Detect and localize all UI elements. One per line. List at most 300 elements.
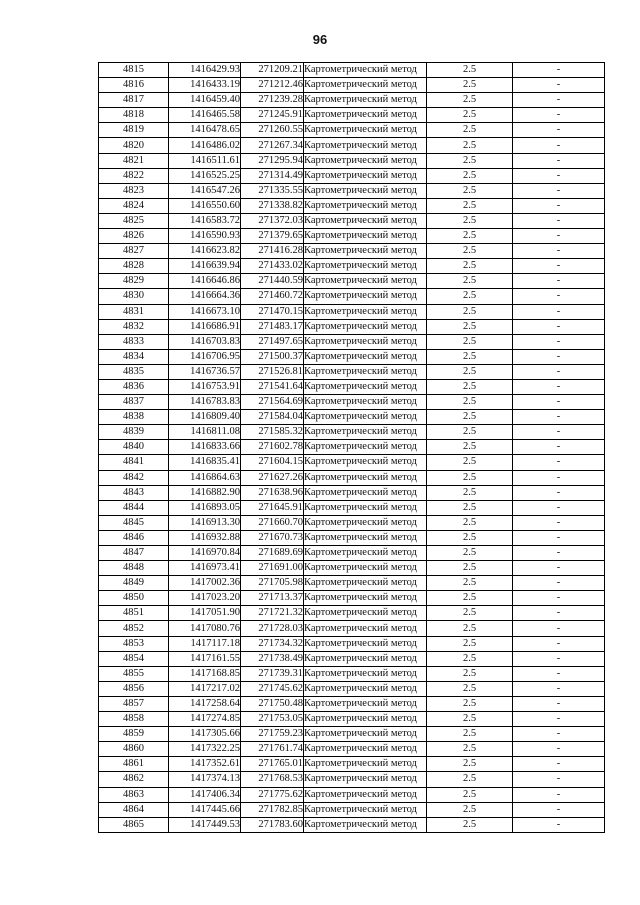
- accuracy-cell: 2.5: [427, 259, 513, 274]
- accuracy-cell: 2.5: [427, 681, 513, 696]
- accuracy-cell: 2.5: [427, 591, 513, 606]
- note-cell: -: [513, 530, 605, 545]
- note-cell: -: [513, 244, 605, 259]
- x-coordinate-cell: 1417051.90: [169, 606, 241, 621]
- method-cell: Картометрический метод: [304, 138, 427, 153]
- table-row: [99, 319, 605, 334]
- point-number-cell: 4850: [99, 591, 169, 606]
- point-number-cell: 4836: [99, 379, 169, 394]
- x-coordinate-cell: 1416590.93: [169, 229, 241, 244]
- method-cell: Картометрический метод: [304, 319, 427, 334]
- note-cell: -: [513, 63, 605, 78]
- method-cell: Картометрический метод: [304, 168, 427, 183]
- accuracy-cell: 2.5: [427, 153, 513, 168]
- method-cell: Картометрический метод: [304, 259, 427, 274]
- point-number-cell: 4862: [99, 772, 169, 787]
- accuracy-cell: 2.5: [427, 742, 513, 757]
- accuracy-cell: 2.5: [427, 455, 513, 470]
- accuracy-cell: 2.5: [427, 229, 513, 244]
- point-number-cell: 4863: [99, 787, 169, 802]
- y-coordinate-cell: 271713.37: [241, 591, 304, 606]
- table-row: [99, 93, 605, 108]
- method-cell: Картометрический метод: [304, 561, 427, 576]
- point-number-cell: 4839: [99, 425, 169, 440]
- method-cell: Картометрический метод: [304, 576, 427, 591]
- accuracy-cell: 2.5: [427, 304, 513, 319]
- method-cell: Картометрический метод: [304, 440, 427, 455]
- x-coordinate-cell: 1416893.05: [169, 500, 241, 515]
- accuracy-cell: 2.5: [427, 274, 513, 289]
- method-cell: Картометрический метод: [304, 213, 427, 228]
- accuracy-cell: 2.5: [427, 319, 513, 334]
- note-cell: -: [513, 93, 605, 108]
- accuracy-cell: 2.5: [427, 606, 513, 621]
- accuracy-cell: 2.5: [427, 395, 513, 410]
- table-row: [99, 515, 605, 530]
- table-row: [99, 696, 605, 711]
- method-cell: Картометрический метод: [304, 712, 427, 727]
- x-coordinate-cell: 1416465.58: [169, 108, 241, 123]
- note-cell: -: [513, 787, 605, 802]
- method-cell: Картометрический метод: [304, 727, 427, 742]
- y-coordinate-cell: 271745.62: [241, 681, 304, 696]
- note-cell: -: [513, 576, 605, 591]
- note-cell: -: [513, 349, 605, 364]
- y-coordinate-cell: 271541.64: [241, 379, 304, 394]
- point-number-cell: 4854: [99, 651, 169, 666]
- method-cell: Картометрический метод: [304, 817, 427, 832]
- method-cell: Картометрический метод: [304, 742, 427, 757]
- table-row: [99, 455, 605, 470]
- point-number-cell: 4858: [99, 712, 169, 727]
- method-cell: Картометрический метод: [304, 787, 427, 802]
- method-cell: Картометрический метод: [304, 274, 427, 289]
- table-row: [99, 183, 605, 198]
- x-coordinate-cell: 1417305.66: [169, 727, 241, 742]
- table-row: [99, 153, 605, 168]
- accuracy-cell: 2.5: [427, 515, 513, 530]
- y-coordinate-cell: 271660.70: [241, 515, 304, 530]
- table-row: [99, 334, 605, 349]
- note-cell: -: [513, 727, 605, 742]
- x-coordinate-cell: 1416973.41: [169, 561, 241, 576]
- table-row: [99, 229, 605, 244]
- table-row: [99, 410, 605, 425]
- x-coordinate-cell: 1416809.40: [169, 410, 241, 425]
- x-coordinate-cell: 1416783.83: [169, 395, 241, 410]
- x-coordinate-cell: 1417161.55: [169, 651, 241, 666]
- note-cell: -: [513, 712, 605, 727]
- y-coordinate-cell: 271734.32: [241, 636, 304, 651]
- note-cell: -: [513, 334, 605, 349]
- point-number-cell: 4841: [99, 455, 169, 470]
- y-coordinate-cell: 271314.49: [241, 168, 304, 183]
- accuracy-cell: 2.5: [427, 183, 513, 198]
- table-row: [99, 304, 605, 319]
- x-coordinate-cell: 1417117.18: [169, 636, 241, 651]
- x-coordinate-cell: 1416646.86: [169, 274, 241, 289]
- y-coordinate-cell: 271239.28: [241, 93, 304, 108]
- table-row: [99, 289, 605, 304]
- point-number-cell: 4857: [99, 696, 169, 711]
- y-coordinate-cell: 271379.65: [241, 229, 304, 244]
- x-coordinate-cell: 1417258.64: [169, 696, 241, 711]
- x-coordinate-cell: 1416623.82: [169, 244, 241, 259]
- note-cell: -: [513, 455, 605, 470]
- note-cell: -: [513, 410, 605, 425]
- y-coordinate-cell: 271416.28: [241, 244, 304, 259]
- point-number-cell: 4823: [99, 183, 169, 198]
- point-number-cell: 4853: [99, 636, 169, 651]
- y-coordinate-cell: 271497.65: [241, 334, 304, 349]
- accuracy-cell: 2.5: [427, 561, 513, 576]
- accuracy-cell: 2.5: [427, 651, 513, 666]
- accuracy-cell: 2.5: [427, 379, 513, 394]
- table-row: [99, 666, 605, 681]
- method-cell: Картометрический метод: [304, 546, 427, 561]
- method-cell: Картометрический метод: [304, 304, 427, 319]
- accuracy-cell: 2.5: [427, 244, 513, 259]
- point-number-cell: 4826: [99, 229, 169, 244]
- accuracy-cell: 2.5: [427, 425, 513, 440]
- accuracy-cell: 2.5: [427, 546, 513, 561]
- x-coordinate-cell: 1416673.10: [169, 304, 241, 319]
- x-coordinate-cell: 1416547.26: [169, 183, 241, 198]
- note-cell: -: [513, 108, 605, 123]
- y-coordinate-cell: 271500.37: [241, 349, 304, 364]
- point-number-cell: 4825: [99, 213, 169, 228]
- method-cell: Картометрический метод: [304, 289, 427, 304]
- y-coordinate-cell: 271470.15: [241, 304, 304, 319]
- method-cell: Картометрический метод: [304, 757, 427, 772]
- method-cell: Картометрический метод: [304, 772, 427, 787]
- note-cell: -: [513, 666, 605, 681]
- x-coordinate-cell: 1417322.25: [169, 742, 241, 757]
- accuracy-cell: 2.5: [427, 334, 513, 349]
- accuracy-cell: 2.5: [427, 63, 513, 78]
- accuracy-cell: 2.5: [427, 787, 513, 802]
- note-cell: -: [513, 138, 605, 153]
- table-row: [99, 621, 605, 636]
- point-number-cell: 4864: [99, 802, 169, 817]
- x-coordinate-cell: 1417274.85: [169, 712, 241, 727]
- table-row: [99, 108, 605, 123]
- y-coordinate-cell: 271604.15: [241, 455, 304, 470]
- x-coordinate-cell: 1416970.84: [169, 546, 241, 561]
- y-coordinate-cell: 271689.69: [241, 546, 304, 561]
- note-cell: -: [513, 425, 605, 440]
- point-number-cell: 4842: [99, 470, 169, 485]
- note-cell: -: [513, 772, 605, 787]
- y-coordinate-cell: 271765.01: [241, 757, 304, 772]
- accuracy-cell: 2.5: [427, 666, 513, 681]
- table-row: [99, 546, 605, 561]
- method-cell: Картометрический метод: [304, 606, 427, 621]
- point-number-cell: 4846: [99, 530, 169, 545]
- table-row: [99, 500, 605, 515]
- x-coordinate-cell: 1416433.19: [169, 78, 241, 93]
- point-number-cell: 4830: [99, 289, 169, 304]
- note-cell: -: [513, 621, 605, 636]
- x-coordinate-cell: 1416833.66: [169, 440, 241, 455]
- table-row: [99, 244, 605, 259]
- accuracy-cell: 2.5: [427, 364, 513, 379]
- accuracy-cell: 2.5: [427, 772, 513, 787]
- method-cell: Картометрический метод: [304, 802, 427, 817]
- table-row: [99, 425, 605, 440]
- y-coordinate-cell: 271627.26: [241, 470, 304, 485]
- accuracy-cell: 2.5: [427, 485, 513, 500]
- table-row: [99, 681, 605, 696]
- x-coordinate-cell: 1416664.36: [169, 289, 241, 304]
- note-cell: -: [513, 213, 605, 228]
- y-coordinate-cell: 271372.03: [241, 213, 304, 228]
- accuracy-cell: 2.5: [427, 757, 513, 772]
- point-number-cell: 4844: [99, 500, 169, 515]
- table-row: [99, 561, 605, 576]
- accuracy-cell: 2.5: [427, 696, 513, 711]
- x-coordinate-cell: 1416429.93: [169, 63, 241, 78]
- point-number-cell: 4856: [99, 681, 169, 696]
- accuracy-cell: 2.5: [427, 621, 513, 636]
- y-coordinate-cell: 271335.55: [241, 183, 304, 198]
- table-row: [99, 395, 605, 410]
- method-cell: Картометрический метод: [304, 229, 427, 244]
- method-cell: Картометрический метод: [304, 470, 427, 485]
- x-coordinate-cell: 1416639.94: [169, 259, 241, 274]
- x-coordinate-cell: 1417168.85: [169, 666, 241, 681]
- method-cell: Картометрический метод: [304, 455, 427, 470]
- x-coordinate-cell: 1416753.91: [169, 379, 241, 394]
- table-row: [99, 530, 605, 545]
- note-cell: -: [513, 379, 605, 394]
- table-row: [99, 274, 605, 289]
- x-coordinate-cell: 1416932.88: [169, 530, 241, 545]
- y-coordinate-cell: 271440.59: [241, 274, 304, 289]
- accuracy-cell: 2.5: [427, 727, 513, 742]
- table-row: [99, 349, 605, 364]
- table-row: [99, 742, 605, 757]
- point-number-cell: 4820: [99, 138, 169, 153]
- note-cell: -: [513, 651, 605, 666]
- table-row: [99, 576, 605, 591]
- table-row: [99, 636, 605, 651]
- method-cell: Картометрический метод: [304, 591, 427, 606]
- table-row: [99, 78, 605, 93]
- accuracy-cell: 2.5: [427, 213, 513, 228]
- point-number-cell: 4818: [99, 108, 169, 123]
- point-number-cell: 4821: [99, 153, 169, 168]
- point-number-cell: 4859: [99, 727, 169, 742]
- note-cell: -: [513, 546, 605, 561]
- table-row: [99, 259, 605, 274]
- note-cell: -: [513, 229, 605, 244]
- point-number-cell: 4819: [99, 123, 169, 138]
- method-cell: Картометрический метод: [304, 530, 427, 545]
- point-number-cell: 4840: [99, 440, 169, 455]
- point-number-cell: 4833: [99, 334, 169, 349]
- table-row: [99, 123, 605, 138]
- y-coordinate-cell: 271433.02: [241, 259, 304, 274]
- y-coordinate-cell: 271584.04: [241, 410, 304, 425]
- y-coordinate-cell: 271721.32: [241, 606, 304, 621]
- method-cell: Картометрический метод: [304, 349, 427, 364]
- table-row: [99, 138, 605, 153]
- x-coordinate-cell: 1416486.02: [169, 138, 241, 153]
- method-cell: Картометрический метод: [304, 395, 427, 410]
- table-row: [99, 198, 605, 213]
- note-cell: -: [513, 802, 605, 817]
- accuracy-cell: 2.5: [427, 349, 513, 364]
- x-coordinate-cell: 1416736.57: [169, 364, 241, 379]
- note-cell: -: [513, 395, 605, 410]
- y-coordinate-cell: 271245.91: [241, 108, 304, 123]
- x-coordinate-cell: 1417002.36: [169, 576, 241, 591]
- x-coordinate-cell: 1417080.76: [169, 621, 241, 636]
- note-cell: -: [513, 470, 605, 485]
- x-coordinate-cell: 1417374.13: [169, 772, 241, 787]
- note-cell: -: [513, 500, 605, 515]
- note-cell: -: [513, 636, 605, 651]
- x-coordinate-cell: 1416835.41: [169, 455, 241, 470]
- point-number-cell: 4847: [99, 546, 169, 561]
- y-coordinate-cell: 271564.69: [241, 395, 304, 410]
- accuracy-cell: 2.5: [427, 78, 513, 93]
- x-coordinate-cell: 1416511.61: [169, 153, 241, 168]
- note-cell: -: [513, 440, 605, 455]
- accuracy-cell: 2.5: [427, 138, 513, 153]
- point-number-cell: 4860: [99, 742, 169, 757]
- table-row: [99, 817, 605, 832]
- method-cell: Картометрический метод: [304, 334, 427, 349]
- note-cell: -: [513, 304, 605, 319]
- accuracy-cell: 2.5: [427, 289, 513, 304]
- point-number-cell: 4829: [99, 274, 169, 289]
- y-coordinate-cell: 271750.48: [241, 696, 304, 711]
- note-cell: -: [513, 515, 605, 530]
- method-cell: Картометрический метод: [304, 515, 427, 530]
- accuracy-cell: 2.5: [427, 576, 513, 591]
- x-coordinate-cell: 1416686.91: [169, 319, 241, 334]
- y-coordinate-cell: 271670.73: [241, 530, 304, 545]
- y-coordinate-cell: 271691.00: [241, 561, 304, 576]
- accuracy-cell: 2.5: [427, 168, 513, 183]
- accuracy-cell: 2.5: [427, 636, 513, 651]
- method-cell: Картометрический метод: [304, 63, 427, 78]
- accuracy-cell: 2.5: [427, 108, 513, 123]
- method-cell: Картометрический метод: [304, 621, 427, 636]
- method-cell: Картометрический метод: [304, 108, 427, 123]
- y-coordinate-cell: 271645.91: [241, 500, 304, 515]
- point-number-cell: 4822: [99, 168, 169, 183]
- note-cell: -: [513, 681, 605, 696]
- y-coordinate-cell: 271602.78: [241, 440, 304, 455]
- x-coordinate-cell: 1417023.20: [169, 591, 241, 606]
- table-row: [99, 379, 605, 394]
- y-coordinate-cell: 271295.94: [241, 153, 304, 168]
- y-coordinate-cell: 271761.74: [241, 742, 304, 757]
- y-coordinate-cell: 271782.85: [241, 802, 304, 817]
- accuracy-cell: 2.5: [427, 198, 513, 213]
- y-coordinate-cell: 271768.53: [241, 772, 304, 787]
- point-number-cell: 4855: [99, 666, 169, 681]
- table-row: [99, 440, 605, 455]
- x-coordinate-cell: 1416583.72: [169, 213, 241, 228]
- y-coordinate-cell: 271739.31: [241, 666, 304, 681]
- x-coordinate-cell: 1417352.61: [169, 757, 241, 772]
- point-number-cell: 4838: [99, 410, 169, 425]
- y-coordinate-cell: 271209.21: [241, 63, 304, 78]
- method-cell: Картометрический метод: [304, 485, 427, 500]
- page-number: 96: [312, 32, 328, 47]
- note-cell: -: [513, 606, 605, 621]
- y-coordinate-cell: 271526.81: [241, 364, 304, 379]
- point-number-cell: 4824: [99, 198, 169, 213]
- table-row: [99, 606, 605, 621]
- method-cell: Картометрический метод: [304, 93, 427, 108]
- point-number-cell: 4848: [99, 561, 169, 576]
- table-row: [99, 591, 605, 606]
- note-cell: -: [513, 168, 605, 183]
- point-number-cell: 4865: [99, 817, 169, 832]
- point-number-cell: 4843: [99, 485, 169, 500]
- note-cell: -: [513, 696, 605, 711]
- table-row: [99, 651, 605, 666]
- table-row: [99, 727, 605, 742]
- accuracy-cell: 2.5: [427, 500, 513, 515]
- accuracy-cell: 2.5: [427, 410, 513, 425]
- x-coordinate-cell: 1416811.08: [169, 425, 241, 440]
- point-number-cell: 4835: [99, 364, 169, 379]
- y-coordinate-cell: 271267.34: [241, 138, 304, 153]
- accuracy-cell: 2.5: [427, 530, 513, 545]
- point-number-cell: 4817: [99, 93, 169, 108]
- point-number-cell: 4828: [99, 259, 169, 274]
- point-number-cell: 4831: [99, 304, 169, 319]
- point-number-cell: 4832: [99, 319, 169, 334]
- note-cell: -: [513, 591, 605, 606]
- x-coordinate-cell: 1416864.63: [169, 470, 241, 485]
- note-cell: -: [513, 817, 605, 832]
- y-coordinate-cell: 271759.23: [241, 727, 304, 742]
- y-coordinate-cell: 271260.55: [241, 123, 304, 138]
- note-cell: -: [513, 289, 605, 304]
- method-cell: Картометрический метод: [304, 666, 427, 681]
- y-coordinate-cell: 271483.17: [241, 319, 304, 334]
- accuracy-cell: 2.5: [427, 817, 513, 832]
- note-cell: -: [513, 259, 605, 274]
- y-coordinate-cell: 271338.82: [241, 198, 304, 213]
- point-number-cell: 4827: [99, 244, 169, 259]
- method-cell: Картометрический метод: [304, 244, 427, 259]
- y-coordinate-cell: 271775.62: [241, 787, 304, 802]
- coordinates-table: [98, 62, 605, 833]
- note-cell: -: [513, 123, 605, 138]
- x-coordinate-cell: 1417449.53: [169, 817, 241, 832]
- y-coordinate-cell: 271783.60: [241, 817, 304, 832]
- table-row: [99, 787, 605, 802]
- method-cell: Картометрический метод: [304, 636, 427, 651]
- x-coordinate-cell: 1416525.25: [169, 168, 241, 183]
- method-cell: Картометрический метод: [304, 425, 427, 440]
- table-row: [99, 485, 605, 500]
- y-coordinate-cell: 271638.96: [241, 485, 304, 500]
- point-number-cell: 4815: [99, 63, 169, 78]
- note-cell: -: [513, 757, 605, 772]
- point-number-cell: 4834: [99, 349, 169, 364]
- x-coordinate-cell: 1416913.30: [169, 515, 241, 530]
- table-row: [99, 63, 605, 78]
